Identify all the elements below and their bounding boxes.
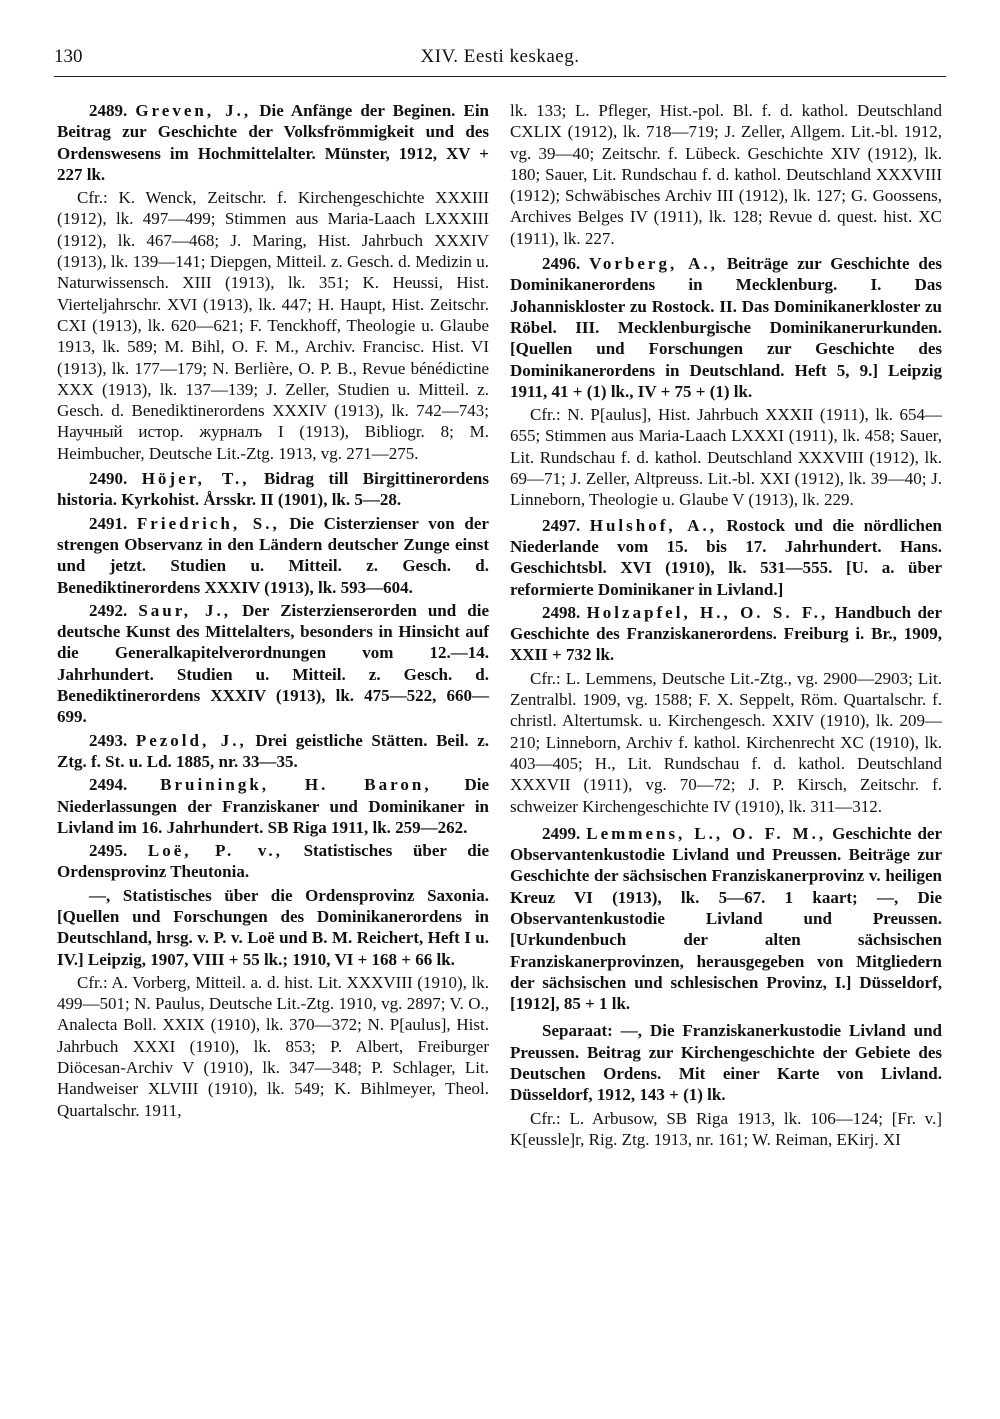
- entry-title: Die Cisterzienser von der strengen Observanz in den Ländern deutscher Zunge einst und jetzt. Studien u. Mitteil. z. Gesch. d. Benediktinerordens XXXIV (1913), lk. 593—604.: [57, 513, 489, 597]
- bib-entry-2497: [510, 515, 942, 600]
- entry-author: Vorberg, A.,: [589, 254, 718, 274]
- entry-number: 2498.: [542, 602, 581, 622]
- entry-title: Handbuch der Geschichte des Franziskanerordens. Freiburg i. Br., 1909, XXII + 732 lk.: [510, 602, 942, 665]
- entry-author: Lemmens, L., O. F. M.,: [586, 823, 827, 843]
- bib-entry-2498: [510, 602, 942, 666]
- separate-label: Separaat:: [542, 1021, 613, 1041]
- entry-author: Greven, J.,: [135, 101, 252, 120]
- entry-citations: Cfr.: A. Vorberg, Mitteil. a. d. hist. Lit. XXXVIII (1910), lk. 499—501; N. Paulus, Deutsche Lit.-Ztg. 1910, vg. 2897; V. O., Analecta Boll. XXIX (1910), lk. 370—372; N. P[aulus], Hist. Jahrbuch XXXI (1910), lk. 853; P. Albert, Freiburger Diöcesan-Archiv V (1910), lk. 347—348; P. Schlager, Lit. Handweiser XLVIII (1910), lk. 549; K. Bihlmeyer, Theol. Quartalschr. 1911,: [57, 972, 489, 1120]
- bib-entry-2491: [57, 513, 489, 598]
- bib-entry-2492: [57, 600, 489, 728]
- bib-entry-2495-sub: [57, 885, 489, 970]
- bib-entry-2496: [510, 253, 942, 402]
- entry-title: Der Zisterzienserorden und die deutsche Kunst des Mittelalters, besonders in Hinsicht auf die Generalkapitelverordnungen vom 12.—14. Jahrhundert. Studien u. Mitteil. z. Gesch. d. Benediktinerordens XXXIV (1913), lk. 475—522, 660—699.: [57, 600, 489, 727]
- entry-title: Drei geistliche Stätten. Beil. z. Ztg. f. St. u. Ld. 1885, nr. 33—35.: [57, 730, 490, 771]
- entry-citations: Cfr.: N. P[aulus], Hist. Jahrbuch XXXII (1911), lk. 654—655; Stimmen aus Maria-Laach LXXXI (1911), lk. 458; Sauer, Lit. Rundschau f. d. kathol. Deutschland XXXVIII (1912), lk. 69—71; J. Zeller, Altpreuss. Lit.-bl. XXI (1912), lk. 39—40; J. Linneborn, Theologie u. Glaube V (1913), lk. 229.: [510, 405, 942, 510]
- entry-citations-continued: lk. 133; L. Pfleger, Hist.-pol. Bl. f. d. kathol. Deutschland CXLIX (1912), lk. 718—719; J. Zeller, Allgem. Lit.-bl. 1912, vg. 39—40; Zeitschr. f. Lübeck. Geschichte XIV (1912), lk. 180; Sauer, Lit. Rundschau f. d. kathol. Deutschland XXXVIII (1912); Schwäbisches Archiv III (1912), lk. 127; G. Goossens, Archives Belges IV (1911), lk. 128; Revue d. quest. hist. XC (1911), lk. 227.: [510, 101, 942, 248]
- entry-title: Statistisches über die Ordensprovinz Theutonia.: [57, 841, 490, 882]
- entry-title: Die Anfänge der Beginen. Ein Beitrag zur Geschichte der Volksfrömmigkeit und des Ordenswesens im Hochmittelalter. Münster, 1912, XV + 227 lk.: [57, 101, 490, 184]
- entry-citations: Cfr.: L. Arbusow, SB Riga 1913, lk. 106—124; [Fr. v.] K[eussle]r, Rig. Ztg. 1913, nr. 161; W. Reiman, EKirj. XI: [510, 1108, 942, 1149]
- entry-title: —, Statistisches über die Ordensprovinz Saxonia. [Quellen und Forschungen des Dominikanerordens in Deutschland, hrsg. v. P. v. Loë und B. M. Reichert, Heft I u. IV.] Leipzig, 1907, VIII + 55 lk.; 1910, VI + 168 + 66 lk.: [57, 885, 489, 969]
- entry-number: 2489.: [89, 101, 128, 120]
- entry-number: 2494.: [89, 775, 128, 795]
- bib-entry-2493: [57, 730, 489, 773]
- page-header: [54, 46, 946, 77]
- entry-author: Hulshof, A.,: [589, 515, 717, 535]
- entry-title: Bidrag till Birgittinerordens historia. Kyrkohist. Årsskr. II (1901), lk. 5—28.: [57, 469, 489, 510]
- entry-title: Rostock und die nördlichen Niederlande vom 15. bis 17. Jahrhundert. Hans. Geschichtsbl. XVI (1910), lk. 531—555. [U. a. über reformierte Dominikaner in Livland.]: [510, 515, 942, 599]
- entry-author: Pezold, J.,: [135, 730, 247, 750]
- right-column: [510, 100, 942, 1154]
- running-title: XIV. Eesti keskaeg.: [420, 46, 580, 67]
- entry-number: 2499.: [542, 823, 581, 843]
- left-column: [57, 100, 489, 1125]
- bib-entry-2499-separate: [510, 1020, 942, 1105]
- entry-author: Höjer, T.,: [141, 469, 250, 489]
- entry-author: Saur, J.,: [138, 600, 232, 620]
- entry-number: 2496.: [542, 254, 581, 274]
- bib-entry-2490: [57, 468, 489, 511]
- entry-title: Geschichte der Observantenkustodie Livland und Preussen. Beiträge zur Geschichte der sächsischen Franziskanerprovinz v. heiligen Kreuz VI (1913), lk. 5—67. 1 kaart; —, Die Observantenkustodie Livland und Preussen. [Urkundenbuch der alten sächsischen Franziskanerprovinzen, herausgegeben von Mitgliedern der sächsischen und schlesischen Provinz, I.] Düsseldorf, [1912], 85 + 1 lk.: [510, 823, 942, 1014]
- entry-citations: Cfr.: K. Wenck, Zeitschr. f. Kirchengeschichte XXXIII (1912), lk. 497—499; Stimmen aus Maria-Laach LXXXIII (1912), lk. 467—468; J. Maring, Hist. Jahrbuch XXXIV (1913), lk. 139—141; Diepgen, Mitteil. z. Gesch. d. Medizin u. Naturwissensch. XIII (1913), lk. 351; K. Heussi, Hist. Vierteljahrschr. XVI (1913), lk. 447; H. Haupt, Hist. Zeitschr. CXI (1913), lk. 620—621; F. Tenckhoff, Theologie u. Glaube 1913, lk. 589; M. Bihl, O. F. M., Archiv. Francisc. Hist. VI (1913), lk. 177—179; N. Berlière, O. P. B., Revue bénédictine XXX (1913), lk. 137—139; J. Zeller, Studien u. Mitteil. z. Gesch. d. Benediktinerordens XXXIV (1913), lk. 742—743; Научный истор. журналъ I (1913), Bibliogr. 8; M. Heimbucher, Deutsche Lit.-Ztg. 1913, vg. 271—275.: [57, 188, 489, 463]
- entry-number: 2493.: [89, 730, 128, 750]
- bib-entry-2499: [510, 823, 942, 1015]
- entry-title: —, Die Franziskanerkustodie Livland und Preussen. Beitrag zur Kirchengeschichte der Gebiete des Deutschen Ordens. Mit einer Karte von Livland. Düsseldorf, 1912, 143 + (1) lk.: [510, 1021, 943, 1105]
- entry-number: 2491.: [89, 513, 128, 533]
- entry-author: Loë, P. v.,: [147, 841, 283, 861]
- entry-title: Beiträge zur Geschichte des Dominikanerordens in Mecklenburg. I. Das Johanniskloster zu Rostock. II. Das Dominikanerkloster zu Röbel. III. Mecklenburgische Dominikanerurkunden. [Quellen und Forschungen zur Geschichte des Dominikanerordens in Deutschland. Heft 5, 9.] Leipzig 1911, 41 + (1) lk., IV + 75 + (1) lk.: [510, 254, 943, 401]
- entry-number: 2490.: [89, 469, 128, 489]
- entry-number: 2497.: [542, 515, 581, 535]
- entry-number: 2492.: [89, 600, 128, 620]
- entry-title: Die Niederlassungen der Franziskaner und Dominikaner in Livland im 16. Jahrhundert. SB Riga 1911, lk. 259—262.: [57, 775, 490, 837]
- entry-author: Bruiningk, H. Baron,: [160, 775, 432, 795]
- bib-entry-2495: [57, 840, 489, 883]
- entry-author: Friedrich, S.,: [136, 513, 280, 533]
- page-number: 130: [54, 46, 83, 67]
- bib-entry-2489: [57, 100, 489, 185]
- entry-number: 2495.: [89, 841, 128, 861]
- entry-citations: Cfr.: L. Lemmens, Deutsche Lit.-Ztg., vg. 2900—2903; Lit. Zentralbl. 1909, vg. 1588; F. X. Seppelt, Röm. Quartalschr. f. christl. Altertumsk. u. Kirchengesch. XXIV (1910), lk. 209—210; Linneborn, Archiv f. kathol. Kirchenrecht XC (1910), lk. 403—405; H., Lit. Rundschau f. d. kathol. Deutschland XXXVII (1911), vg. 70—72; J. P. Kirsch, Zeitschr. f. schweizer Kirchengeschichte IV (1910), lk. 311—312.: [510, 668, 942, 816]
- bib-entry-2494: [57, 774, 489, 838]
- entry-author: Holzapfel, H., O. S. F.,: [586, 602, 829, 622]
